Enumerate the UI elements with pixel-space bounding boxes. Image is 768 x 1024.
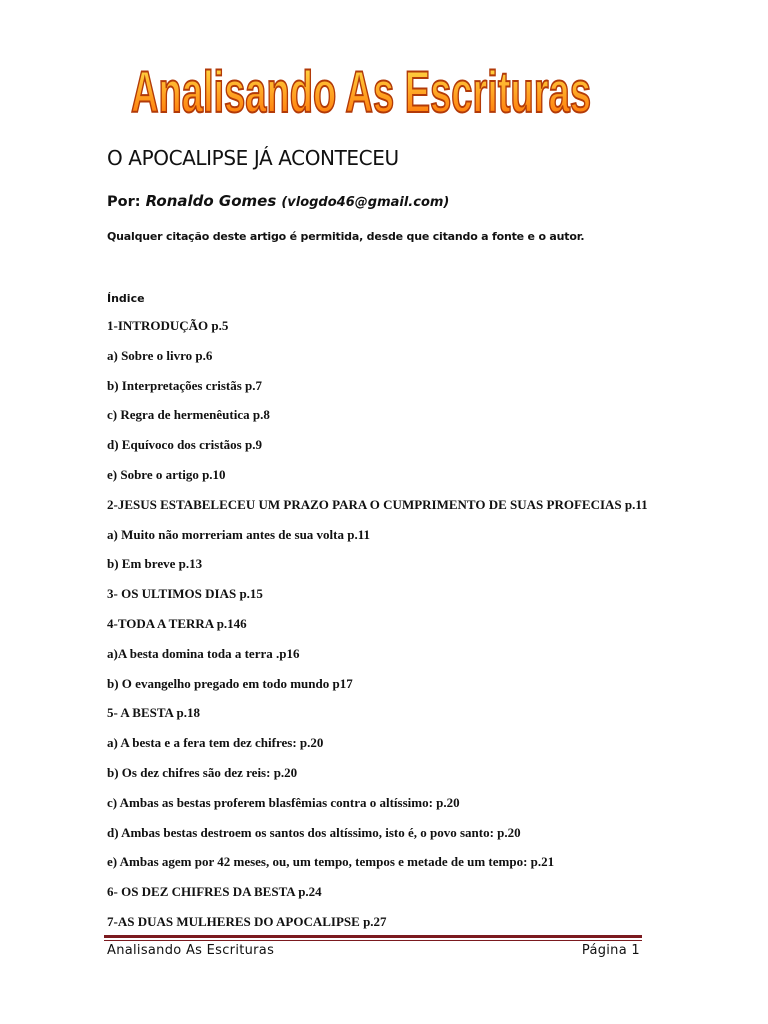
toc-item: c) Ambas as bestas proferem blasfêmias contra o altíssimo: p.20 — [107, 794, 460, 810]
toc-item: a) Sobre o livro p.6 — [107, 347, 213, 363]
toc-item: b) O evangelho pregado em todo mundo p17 — [107, 675, 353, 691]
toc-item: a) Muito não morreriam antes de sua volta p.11 — [107, 526, 370, 542]
document-title: O APOCALIPSE JÁ ACONTECEU — [107, 146, 399, 170]
toc-item: 1-INTRODUÇÃO p.5 — [107, 318, 229, 333]
banner-title — [126, 48, 596, 128]
toc-item: 6- OS DEZ CHIFRES DA BESTA p.24 — [107, 884, 322, 900]
byline — [107, 192, 449, 210]
byline-prefix: Por: — [107, 194, 146, 210]
toc-item: b) Interpretações cristãs p.7 — [107, 377, 263, 393]
index-heading: Índice — [107, 292, 145, 305]
banner-wordart — [126, 48, 596, 128]
toc-item: a)A besta domina toda a terra .p16 — [107, 645, 300, 661]
toc-item: d) Ambas bestas destroem os santos dos altíssimo, isto é, o povo santo: p.20 — [107, 824, 521, 840]
author-name: Ronaldo Gomes — [145, 192, 277, 210]
toc-item: 4-TODA A TERRA p.146 — [107, 615, 247, 631]
banner-title-text: Analisando As Escrituras — [131, 60, 591, 125]
table-of-contents — [107, 318, 648, 944]
toc-item: 5- A BESTA p.18 — [107, 705, 200, 721]
author-email: (vlogdo46@gmail.com) — [281, 195, 450, 210]
toc-item: 2-JESUS ESTABELECEU UM PRAZO PARA O CUMPRIMENTO DE SUAS PROFECIAS p.11 — [107, 496, 648, 512]
toc-item: 3- OS ULTIMOS DIAS p.15 — [107, 586, 263, 602]
footer-rule — [104, 935, 642, 941]
toc-item: c) Regra de hermenêutica p.8 — [107, 407, 270, 423]
toc-item: a) A besta e a fera tem dez chifres: p.20 — [107, 735, 324, 751]
toc-item: 7-AS DUAS MULHERES DO APOCALIPSE p.27 — [107, 913, 387, 929]
citation-notice: Qualquer citação deste artigo é permitida, desde que citando a fonte e o autor. — [107, 230, 585, 243]
footer-rule-thick — [104, 935, 642, 938]
toc-item: e) Sobre o artigo p.10 — [107, 466, 226, 482]
footer-title: Analisando As Escrituras — [107, 943, 275, 958]
footer-rule-thin — [104, 940, 642, 941]
toc-item: b) Os dez chifres são dez reis: p.20 — [107, 764, 298, 780]
toc-item: d) Equívoco dos cristãos p.9 — [107, 437, 262, 453]
page-number: Página 1 — [581, 943, 640, 958]
toc-item: b) Em breve p.13 — [107, 556, 203, 572]
toc-item: e) Ambas agem por 42 meses, ou, um tempo, tempos e metade de um tempo: p.21 — [107, 854, 555, 870]
